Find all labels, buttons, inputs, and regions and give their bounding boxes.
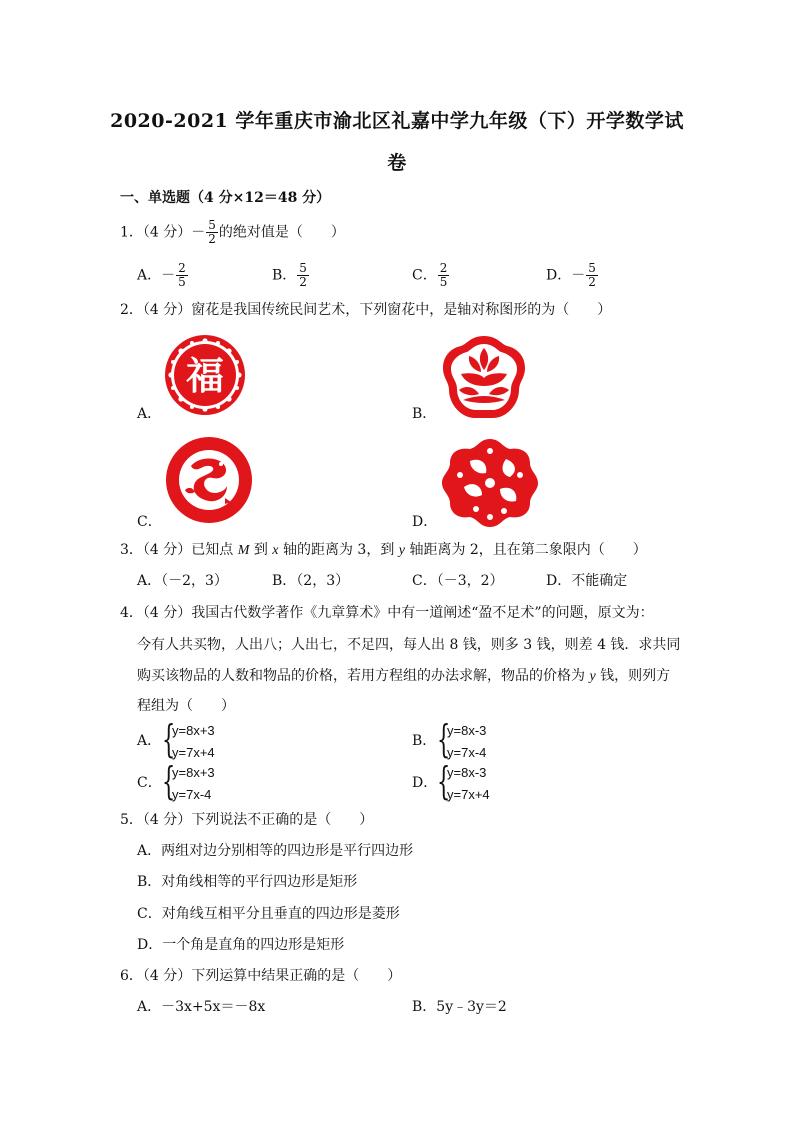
q1-den: 2 [208,232,216,246]
q1-fraction [206,219,218,246]
q5-option-b[interactable]: B．对角线相等的平行四边形是矩形 [137,874,358,890]
q1-d-label: D．－ [546,267,586,284]
q3-y: y [398,543,405,558]
q4-option-a-label[interactable]: A． [137,733,162,749]
q4-option-d-label[interactable]: D． [412,775,438,791]
q3-option-a[interactable]: A．（－2，3） [137,573,228,589]
q1-option-b[interactable] [272,262,310,289]
q2-option-d[interactable]: D． [412,514,438,530]
q1-b-num: 5 [299,261,307,275]
q1-a-fraction [176,262,188,289]
q5-option-a[interactable]: A．两组对边分别相等的四边形是平行四边形 [137,843,414,859]
q3-text-mid2: 轴的距离为 3，到 [278,542,399,558]
q1-b-label: B． [272,267,297,284]
q3-x: x [272,543,279,558]
q4-b-brace: { [437,717,451,761]
q5-option-d[interactable]: D．一个角是直角的四边形是矩形 [137,937,345,953]
q1-c-fraction [438,262,450,289]
q4-option-c-label[interactable]: C． [137,775,162,791]
q3-text-post: 轴距离为 2，且在第二象限内（ ） [405,542,647,558]
q4-option-d[interactable] [447,762,490,806]
q1-d-den: 2 [588,275,596,289]
q1-a-num: 2 [178,261,186,275]
q1-num: 5 [208,218,216,232]
q3-option-b[interactable]: B．（2，3） [272,573,350,589]
q4-line3-post: 钱，则列方 [595,668,671,684]
q4-d-brace: { [437,759,451,803]
question-4-line2: 今有人共买物，人出八；人出七，不足四，每人出 8 钱，则多 3 钱，则差 4 钱．求共同 [137,637,681,653]
section-heading: 一、单选题（4 分×12＝48 分） [120,190,331,206]
fu-glyph: 福 [185,353,225,398]
q2-option-a[interactable]: A． [137,406,162,422]
q3-text-mid1: 到 [249,542,273,558]
question-4-line4: 程组为（ ） [137,698,235,714]
q4-a-eq1: y=8x+3 [172,723,215,738]
q4-option-c[interactable] [172,762,215,806]
q5-option-c[interactable]: C．对角线互相平分且垂直的四边形是菱形 [137,906,400,922]
papercut-fu-image [164,334,246,416]
q1-a-den: 5 [178,275,186,289]
question-5: 5．（4 分）下列说法不正确的是（ ） [120,812,374,828]
q4-c-eq2: y=7x-4 [172,787,212,802]
q4-b-eq1: y=8x-3 [447,723,487,738]
question-6: 6．（4 分）下列运算中结果正确的是（ ） [120,968,402,984]
q4-b-eq2: y=7x-4 [447,745,487,760]
q3-option-c[interactable]: C．（－3，2） [412,573,504,589]
q1-option-d[interactable] [546,262,599,289]
q1-option-a[interactable] [137,262,189,289]
q1-suffix: 的绝对值是（ ） [218,224,345,241]
question-3 [120,541,647,560]
q4-option-b-label[interactable]: B． [412,733,437,749]
q3-point-m: M [237,543,250,558]
papercut-dragon-image [165,436,253,524]
q1-d-num: 5 [588,261,596,275]
q1-c-den: 5 [439,275,448,289]
question-4-line3 [137,667,670,686]
question-4-line1: 4．（4 分）我国古代数学著作《九章算术》中有一道阐述“盈不足术”的问题，原文为： [120,605,654,621]
question-1 [120,219,345,246]
q1-a-label: A．－ [137,267,176,284]
q4-a-eq2: y=7x+4 [172,745,215,760]
q1-d-fraction [586,262,598,289]
q4-c-brace: { [162,759,176,803]
q1-option-c[interactable] [412,262,450,289]
q1-c-label: C． [412,267,437,284]
q1-prefix: 1．（4 分）－ [120,224,206,241]
q4-d-eq2: y=7x+4 [447,787,490,802]
q3-option-d[interactable]: D．不能确定 [546,573,628,589]
q4-c-eq1: y=8x+3 [172,765,215,780]
q4-line3-pre: 购买该物品的人数和物品的价格，若用方程组的办法求解，物品的价格为 [137,668,590,684]
exam-title-line2: 卷 [387,152,407,174]
q3-text-pre: 3．（4 分）已知点 [120,542,238,558]
q4-y: y [589,669,596,684]
q1-c-num: 2 [439,261,448,275]
question-2: 2．（4 分）窗花是我国传统民间艺术，下列窗花中，是轴对称图形的为（ ） [120,302,612,318]
exam-title-line1: 2020-2021 学年重庆市渝北区礼嘉中学九年级（下）开学数学试 [110,110,684,132]
q4-a-brace: { [162,717,176,761]
q4-option-a[interactable] [172,720,215,764]
q2-option-c[interactable]: C． [137,514,162,530]
q1-b-fraction [297,262,309,289]
q4-option-b[interactable] [447,720,486,764]
q6-option-a[interactable]: A．－3x+5x＝－8x [137,999,266,1015]
q2-option-b[interactable]: B． [412,406,437,422]
q1-b-den: 2 [299,275,307,289]
papercut-flower-image [440,437,540,529]
q6-option-b[interactable]: B．5y﹣3y＝2 [412,999,507,1015]
papercut-lotus-image [441,334,527,420]
q4-d-eq1: y=8x-3 [447,765,487,780]
